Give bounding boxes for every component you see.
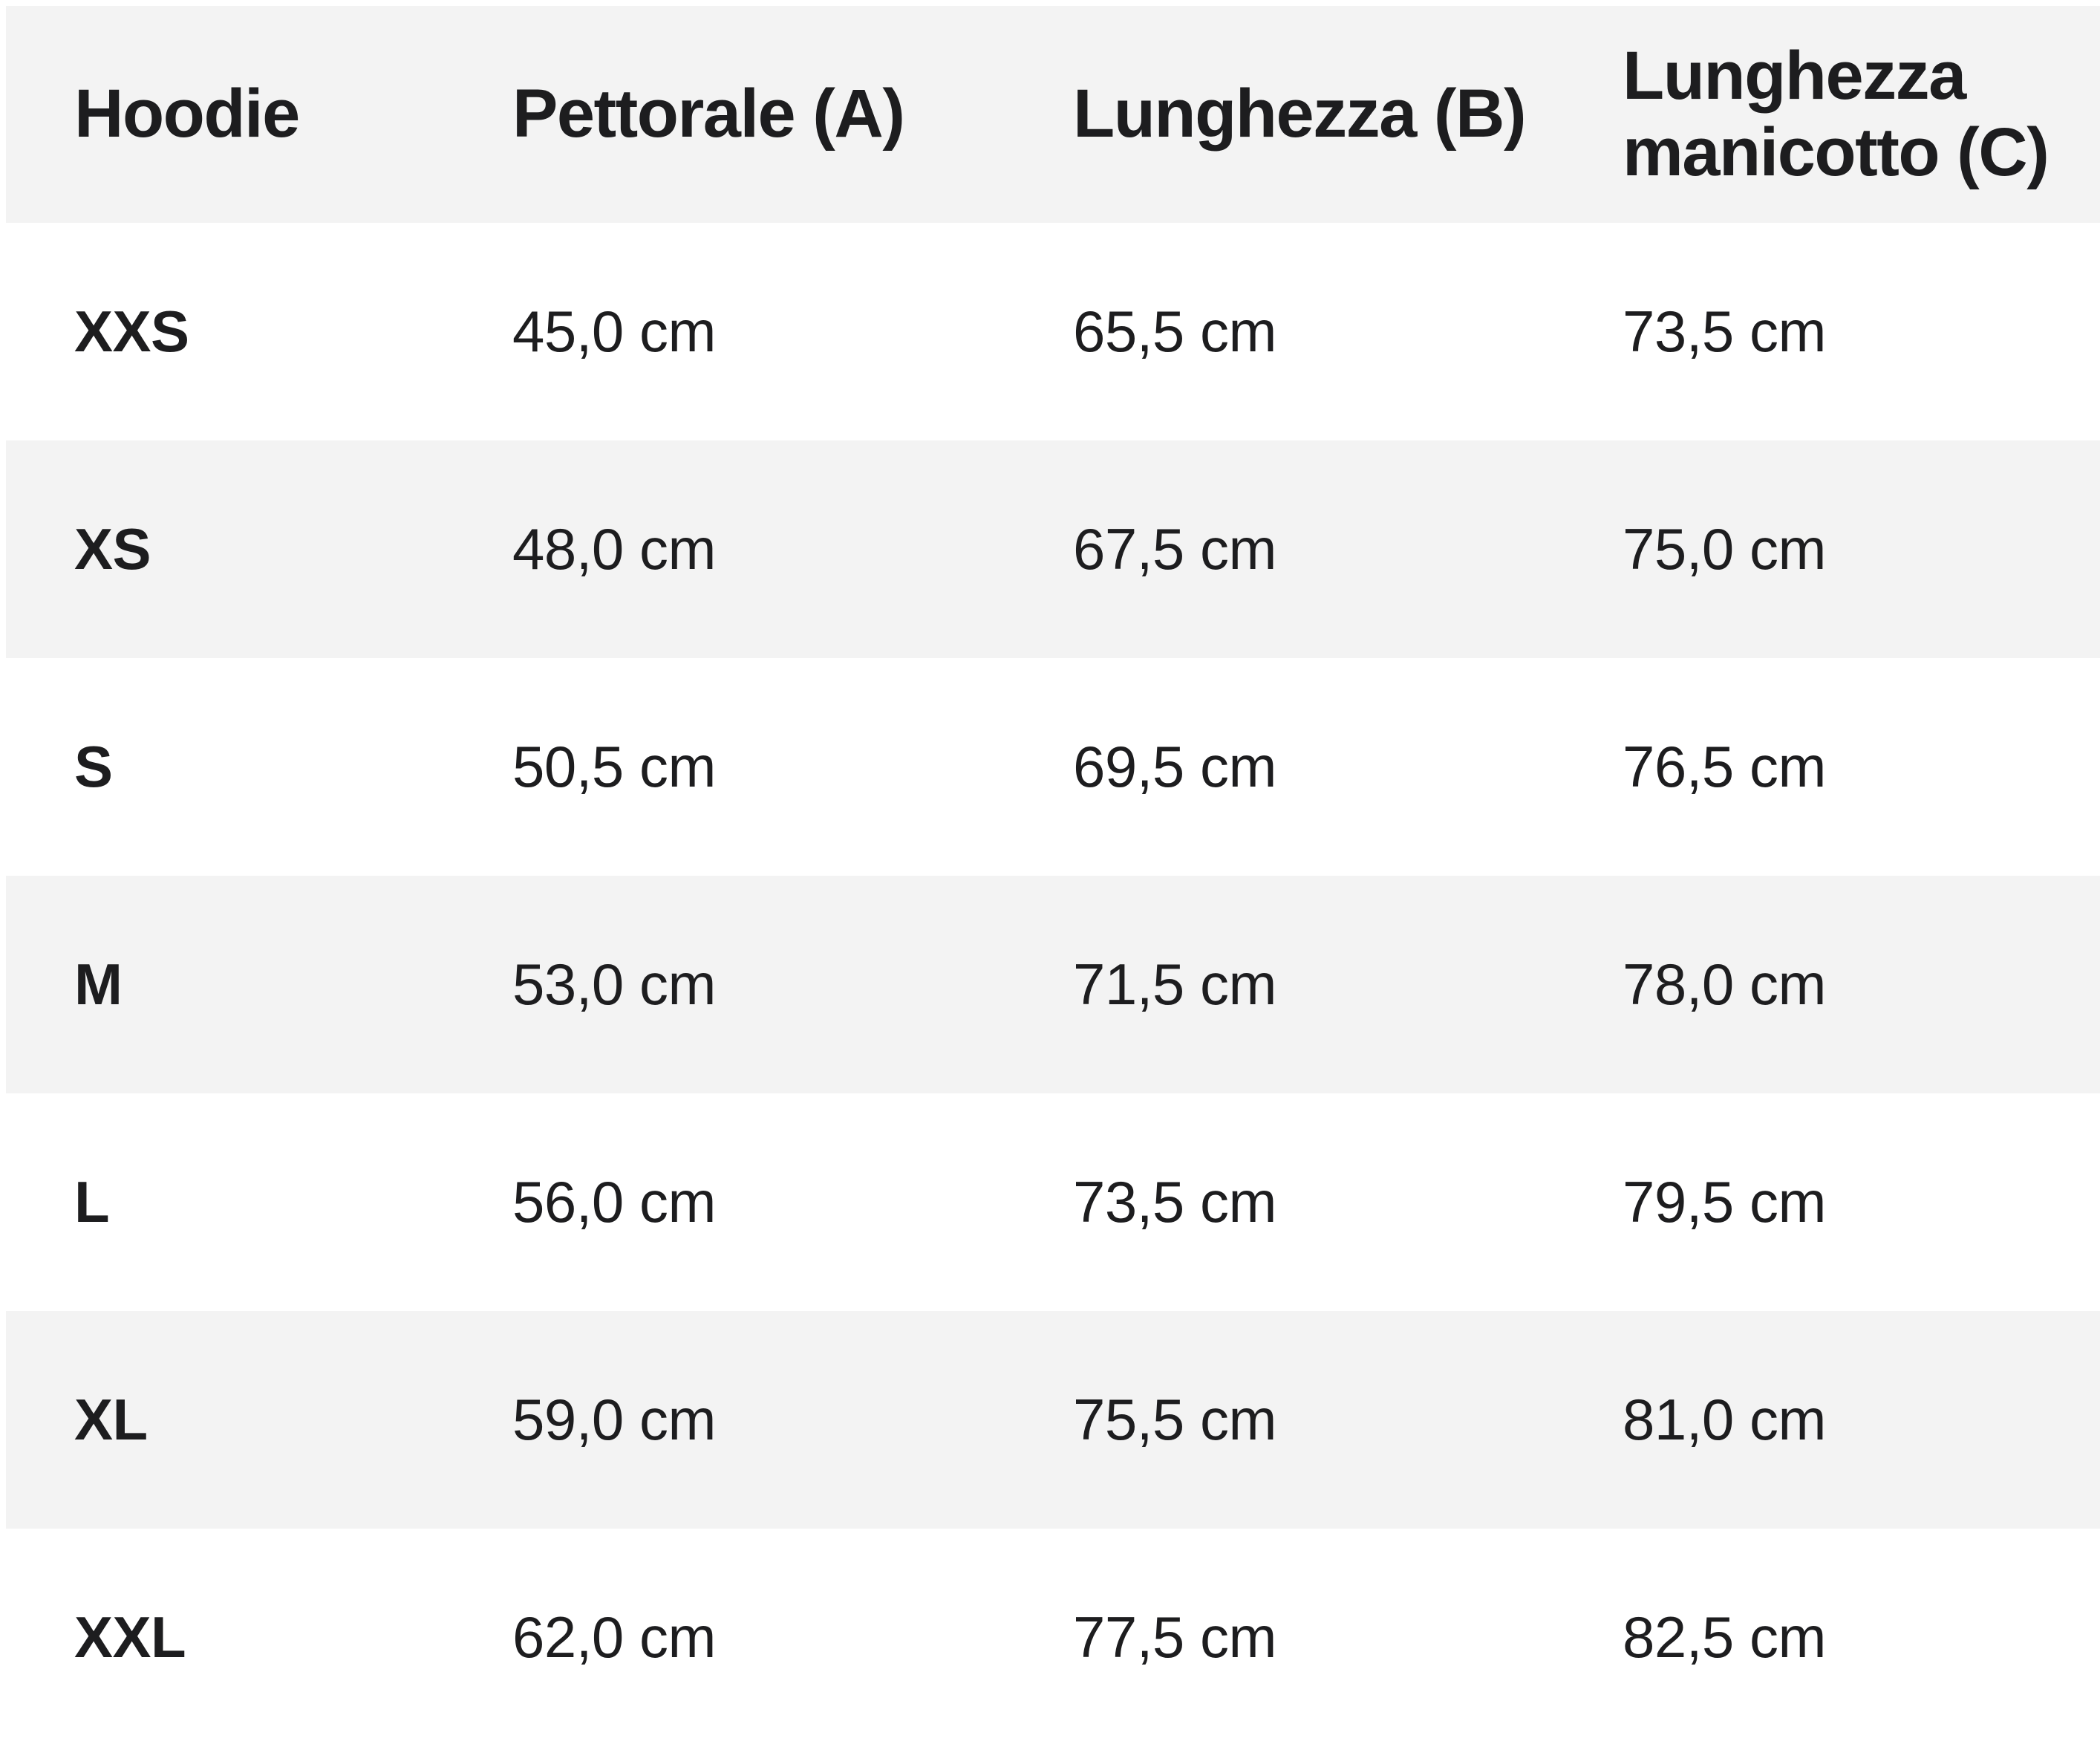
lunghezza-value: 65,5 cm [1073, 299, 1276, 364]
pettorale-value: 56,0 cm [512, 1169, 716, 1234]
lunghezza-value: 71,5 cm [1073, 951, 1276, 1017]
size-label: XS [74, 516, 151, 582]
manicotto-value: 73,5 cm [1623, 299, 1826, 364]
size-label: XXS [74, 299, 189, 364]
lunghezza-value: 75,5 cm [1073, 1387, 1276, 1452]
lunghezza-value: 67,5 cm [1073, 516, 1276, 582]
pettorale-value: 45,0 cm [512, 299, 716, 364]
manicotto-value: 76,5 cm [1623, 734, 1826, 799]
size-label: M [74, 951, 123, 1017]
pettorale-value: 50,5 cm [512, 734, 716, 799]
size-label: XXL [74, 1604, 186, 1670]
header-lunghezza-manicotto-c: Lunghezza manicotto (C) [1623, 37, 2049, 190]
manicotto-value: 79,5 cm [1623, 1169, 1826, 1234]
table-row-s [6, 658, 2100, 876]
header-row [6, 6, 2100, 223]
header-lunghezza-b: Lunghezza (B) [1073, 76, 1526, 152]
size-table-body [6, 223, 2100, 1746]
size-label: XL [74, 1387, 148, 1452]
pettorale-value: 53,0 cm [512, 951, 716, 1017]
lunghezza-value: 69,5 cm [1073, 734, 1276, 799]
pettorale-value: 62,0 cm [512, 1604, 716, 1670]
pettorale-value: 59,0 cm [512, 1387, 716, 1452]
header-pettorale-a: Pettorale (A) [512, 76, 904, 152]
manicotto-value: 75,0 cm [1623, 516, 1826, 582]
manicotto-value: 82,5 cm [1623, 1604, 1826, 1670]
pettorale-value: 48,0 cm [512, 516, 716, 582]
manicotto-value: 81,0 cm [1623, 1387, 1826, 1452]
header-hoodie: Hoodie [74, 76, 299, 152]
table-row-l [6, 1093, 2100, 1311]
lunghezza-value: 77,5 cm [1073, 1604, 1276, 1670]
table-row-m [6, 876, 2100, 1093]
table-row-xl [6, 1311, 2100, 1529]
lunghezza-value: 73,5 cm [1073, 1169, 1276, 1234]
manicotto-value: 78,0 cm [1623, 951, 1826, 1017]
hoodie-size-table [6, 6, 2100, 1746]
size-label: S [74, 734, 113, 799]
table-row-xs [6, 440, 2100, 658]
size-table-header [6, 6, 2100, 223]
table-row-xxs [6, 223, 2100, 440]
table-row-xxl [6, 1529, 2100, 1746]
size-label: L [74, 1169, 110, 1234]
